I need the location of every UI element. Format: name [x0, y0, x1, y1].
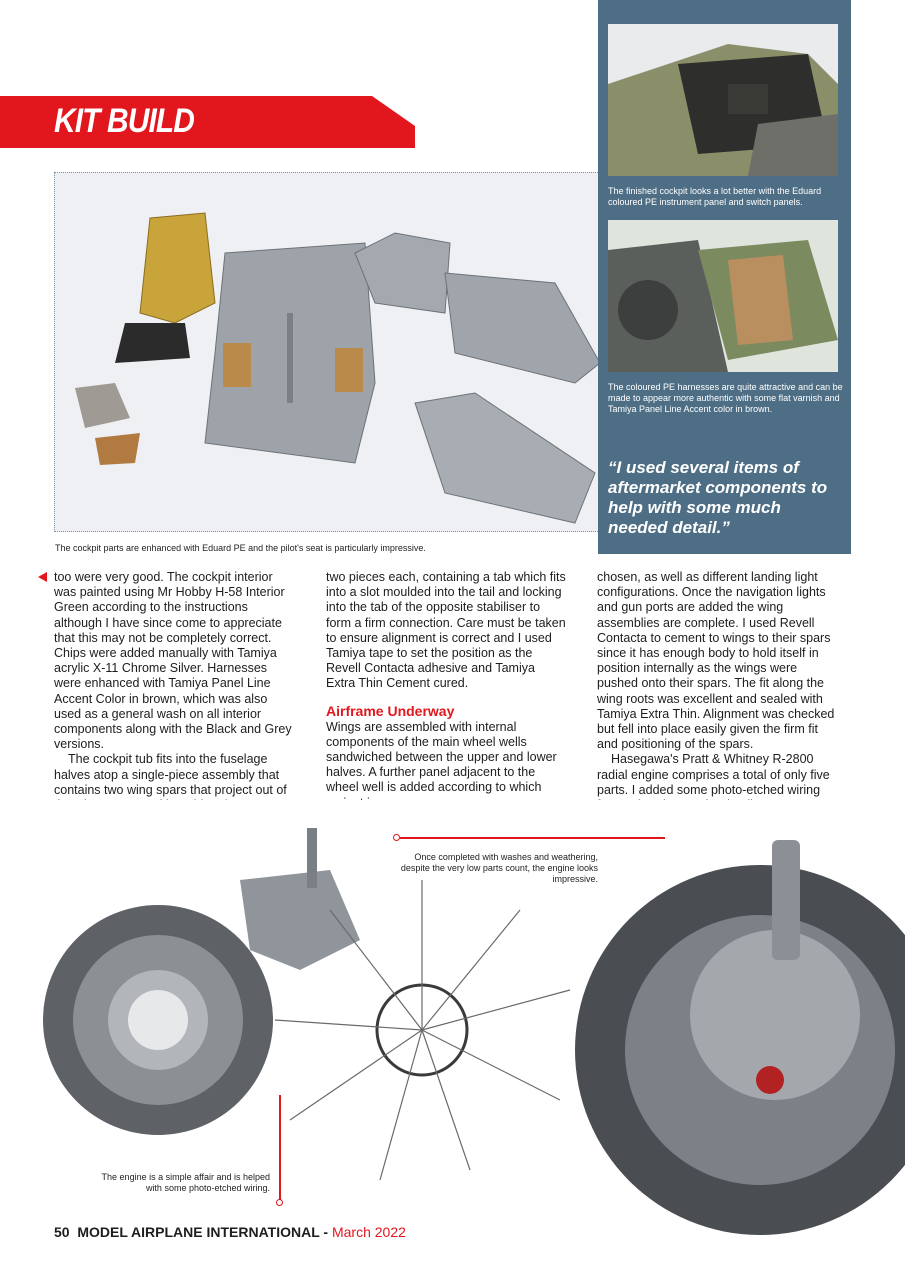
cockpit-parts-illustration — [55, 173, 612, 532]
harness-photo — [608, 220, 838, 372]
paragraph: chosen, as well as different landing light configurations. Once the navigation lights and gun ports are added the wing assemblies are complete. I used Revell Contacta to cement to wings to their spars since it has enough body to hold itself in position internally as the wings were pushed onto their spars. The fit along the wing roots was excellent and sealed with Tamiya Extra Thin. Alignment was checked but fell into place easily given the firm fit and positioning of the spars. — [597, 570, 835, 752]
callout-dot-icon — [393, 834, 400, 841]
finished-cockpit-photo — [608, 24, 838, 176]
main-photo-caption: The cockpit parts are enhanced with Eduard PE and the pilot's seat is particularly impressive. — [55, 543, 426, 553]
pull-quote: “I used several items of aftermarket components to help with some much needed detail.” — [608, 458, 828, 537]
page-footer — [54, 1224, 406, 1240]
harness-illustration — [608, 220, 838, 372]
issue-date: March 2022 — [331, 1224, 406, 1240]
paragraph: two pieces each, containing a tab which fits into a slot moulded into the tail and locking into the tab of the opposite stabiliser to form a firm connection. Care must be taken to ensure alignment is correct and I used Tamiya tape to set the position as the Revell Contacta adhesive and Tamiya Extra Thin Cement cured. — [326, 570, 566, 691]
callout-line — [400, 837, 665, 839]
footer-separator: - — [323, 1224, 329, 1240]
page-number: 50 — [54, 1224, 70, 1240]
sidebar-caption-1: The finished cockpit looks a lot better with the Eduard coloured PE instrument panel and switch panels. — [608, 186, 822, 207]
section-title: KIT BUILD — [54, 102, 195, 140]
column-2 — [326, 570, 566, 811]
engine-caption-right: Once completed with washes and weathering, despite the very low parts count, the engine looks impressive. — [400, 852, 598, 884]
paragraph: Hasegawa's Pratt & Whitney R-2800 radial engine comprises a total of only five parts. I added some photo-etched wiring — [597, 752, 830, 797]
paragraph: The cockpit tub fits into the fuselage halves atop a single-piece assembly that contains two wing spars that project out of — [54, 752, 287, 797]
magazine-title: MODEL AIRPLANE INTERNATIONAL — [77, 1224, 320, 1240]
finished-cockpit-illustration — [608, 24, 838, 176]
sidebar-caption-2: The coloured PE harnesses are quite attractive and can be made to appear more authentic with some flat varnish and Tamiya Panel Line Accent color in brown. — [608, 382, 843, 414]
subheading: Airframe Underway — [326, 702, 455, 719]
engine-photo — [0, 800, 905, 1240]
cockpit-parts-photo — [54, 172, 612, 532]
column-3 — [597, 570, 837, 828]
continuation-arrow-icon — [38, 572, 47, 582]
paragraph: Wings are assembled with internal components of the main wheel wells sandwiched between the upper and lower halves. A further panel adjacent to the wheel well is added according to which — [326, 719, 557, 795]
callout-line — [279, 1095, 281, 1200]
callout-dot-icon — [276, 1199, 283, 1206]
column-1 — [54, 570, 294, 828]
engine-caption-left: The engine is a simple affair and is helped with some photo-etched wiring. — [101, 1172, 270, 1193]
sidebar — [598, 0, 851, 554]
paragraph: too were very good. The cockpit interior was painted using Mr Hobby H-58 Interior Green according to the instructions although I have since come to appreciate that this may not be completely correct. Chips were added manually with Tamiya acrylic X-11 Chrome Silver. Harnesses were enhanced with Tamiya Panel Line Accent Color in brown, which was also used as a general wash on all interior components along with the Black and Grey versions. — [54, 570, 292, 752]
